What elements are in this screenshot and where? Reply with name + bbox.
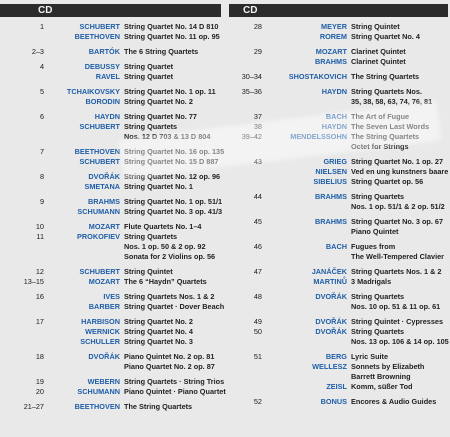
track-row (0, 352, 222, 362)
work-title (124, 267, 222, 277)
track-row (0, 267, 222, 277)
track-row (0, 47, 222, 57)
composer-name: RAVEL (95, 72, 120, 81)
work-title-line: The String Quartets (351, 72, 420, 81)
composer-name: DEBUSSY (84, 62, 120, 71)
work-title-line: Sonata for 2 Violins op. 56 (124, 252, 216, 261)
work-subtitle-line: Nos. 12 D 703 & 13 D 804 (124, 132, 211, 141)
work-title (124, 112, 222, 122)
work-title (351, 192, 449, 212)
work-title-line: String Quartet No. 14 D 810 (124, 22, 219, 31)
work-title-line: String Quartet No. 1 op. 11 (124, 87, 216, 96)
work-title (124, 317, 222, 327)
work-title (351, 177, 449, 187)
composer-name: GRIEG (323, 157, 347, 166)
work-title (351, 382, 449, 392)
work-title-line: String Quartets (351, 192, 405, 201)
composer-name: BORODIN (85, 97, 120, 106)
work-title-line: Piano Quartet No. 2 op. 87 (124, 362, 215, 371)
composer-name: BRAHMS (314, 57, 347, 66)
composer-name: DVOŘÁK (88, 352, 120, 361)
composer-name: BRAHMS (314, 217, 347, 226)
track-row (0, 302, 225, 312)
track-row (229, 177, 449, 187)
work-title-line: Clarinet Quintet (351, 47, 406, 56)
left-header-bar (0, 4, 221, 17)
right-header-bar (229, 4, 448, 17)
work-title-line: String Quartet No. 1 op. 51/1 (124, 197, 223, 206)
composer-name: HAYDN (94, 112, 120, 121)
track-row (229, 192, 449, 212)
work-title-line: String Quartet No. 1 op. 27 (351, 157, 444, 166)
composer-name: NIELSEN (315, 167, 347, 176)
work-title-line: String Quartet (124, 72, 174, 81)
track-row (0, 232, 222, 252)
composer-name: IVES (103, 292, 120, 301)
composer-name: DVOŘÁK (88, 172, 120, 181)
cd-number: 50 (253, 327, 262, 336)
work-title-line: String Quartet No. 2 (124, 97, 193, 106)
work-title-line: String Quartet No. 1 (124, 182, 193, 191)
work-title (124, 402, 222, 412)
work-subtitle-line: Nos. 1 op. 50 & 2 op. 92 (124, 242, 206, 251)
work-title-line: String Quintet (124, 267, 173, 276)
composer-name: BARTÓK (88, 47, 120, 56)
cd-number: 20 (35, 387, 44, 396)
work-title (351, 112, 449, 122)
work-title-line: String Quartet No. 3 (124, 337, 193, 346)
composer-name: SIBELIUS (313, 177, 347, 186)
composer-name: BACH (325, 242, 347, 251)
work-title (351, 267, 449, 277)
cd-number: 9 (39, 197, 44, 206)
track-row (0, 157, 222, 167)
work-title (124, 232, 222, 252)
track-row (229, 317, 449, 327)
cd-number: 17 (35, 317, 44, 326)
work-title-line: The 6 “Haydn” Quartets (124, 277, 207, 286)
work-title (351, 397, 449, 407)
work-title-line: String Quartets (351, 292, 405, 301)
cd-number: 16 (35, 292, 44, 301)
composer-name: MARTINŮ (313, 277, 347, 286)
track-row (229, 132, 449, 142)
work-title (124, 207, 222, 217)
work-title (351, 317, 449, 327)
work-title-line: String Quartet No. 4 (351, 32, 420, 41)
cd-number: 5 (39, 87, 44, 96)
work-title-line: Piano Quintet · Piano Quartet (124, 387, 226, 396)
composer-name: SCHUBERT (79, 22, 120, 31)
track-row (0, 182, 222, 192)
track-row (229, 242, 449, 262)
composer-name: WEBERN (87, 377, 120, 386)
track-row (229, 167, 449, 177)
work-title (351, 217, 449, 227)
composer-name: PROKOFIEV (77, 232, 120, 241)
track-row (229, 122, 449, 132)
cd-number: 2–3 (31, 47, 44, 56)
work-title-line: String Quartet op. 56 (351, 177, 424, 186)
work-title (124, 277, 222, 287)
work-title (124, 157, 222, 167)
track-row (0, 317, 222, 327)
track-row (229, 157, 449, 167)
cd-number: 52 (253, 397, 262, 406)
cd-number: 8 (39, 172, 44, 181)
track-row (0, 97, 222, 107)
cd-number: 11 (36, 232, 44, 241)
work-title-line: String Quartet No. 3 op. 41/3 (124, 207, 223, 216)
track-row (229, 57, 449, 67)
track-row (0, 252, 222, 262)
composer-name: HAYDN (321, 122, 347, 131)
track-row (229, 352, 449, 362)
track-row (229, 217, 449, 227)
work-subtitle-line: Nos. 1 op. 51/1 & 2 op. 51/2 (351, 202, 445, 211)
composer-name: MOZART (88, 277, 120, 286)
composer-name: DVOŘÁK (315, 327, 347, 336)
work-title-line: String Quartet (124, 62, 174, 71)
work-title (351, 122, 449, 132)
track-row (229, 112, 449, 122)
cd-number: 30–34 (241, 72, 262, 81)
composer-name: WERNICK (85, 327, 120, 336)
work-title-line: Komm, süßer Tod (351, 382, 413, 391)
work-title (351, 87, 449, 107)
cd-number: 51 (253, 352, 262, 361)
composer-name: JANÁČEK (311, 267, 347, 276)
track-row (0, 277, 222, 287)
left-column (0, 22, 226, 412)
work-title-line: Flute Quartets No. 1–4 (124, 222, 202, 231)
track-row (229, 87, 449, 107)
cd-number: 43 (253, 157, 262, 166)
work-title-line: String Quartets · String Trios (124, 377, 225, 386)
work-title-line: The 6 String Quartets (124, 47, 199, 56)
cd-number: 12 (35, 267, 44, 276)
composer-name: HAYDN (321, 87, 347, 96)
composer-name: SCHUBERT (79, 157, 120, 166)
composer-name: WELLESZ (312, 362, 347, 371)
work-title (124, 362, 222, 372)
work-title-line: String Quintet (351, 22, 400, 31)
work-title (351, 242, 449, 262)
work-title (124, 337, 222, 347)
track-row (0, 377, 225, 387)
track-row (0, 172, 222, 182)
track-row (229, 292, 449, 312)
right-column (229, 22, 449, 407)
work-title (124, 22, 222, 32)
work-title-line: String Quartets Nos. (351, 87, 422, 96)
composer-name: ROREM (319, 32, 347, 41)
work-title-line: Octet for Strings (351, 142, 409, 151)
work-title-line: String Quartet No. 4 (124, 327, 193, 336)
track-row (229, 382, 449, 392)
work-title (351, 292, 449, 312)
composer-name: HARBISON (81, 317, 120, 326)
track-row (0, 32, 222, 42)
work-title (124, 47, 222, 57)
composer-name: SCHULLER (80, 337, 120, 346)
composer-name: BONUS (320, 397, 347, 406)
work-title-line: Sonnets by Elizabeth (351, 362, 425, 371)
track-row (229, 327, 449, 347)
work-title-line: String Quartets (124, 232, 178, 241)
work-title (124, 327, 222, 337)
cd-number: 1 (39, 22, 44, 31)
work-title-line: Encores & Audio Guides (351, 397, 437, 406)
work-title-line: String Quartet · Dover Beach (124, 302, 225, 311)
work-title (124, 352, 222, 362)
track-row (229, 277, 449, 287)
work-title-line: Ved en ung kunstners baare (351, 167, 449, 176)
track-row (229, 362, 449, 382)
composer-name: MOZART (315, 47, 347, 56)
composer-name: SHOSTAKOVICH (288, 72, 347, 81)
cd-number: 10 (35, 222, 44, 231)
composer-name: TCHAIKOVSKY (66, 87, 120, 96)
work-title (351, 57, 449, 67)
composer-name: ZEISL (326, 382, 347, 391)
work-subtitle-line: Nos. 10 op. 51 & 11 op. 61 (351, 302, 441, 311)
work-title (351, 32, 449, 42)
work-title (351, 352, 449, 362)
track-row (229, 22, 449, 32)
work-title-line: String Quartet No. 77 (124, 112, 197, 121)
composer-name: BEETHOVEN (74, 147, 120, 156)
work-title (351, 72, 449, 82)
work-title (351, 227, 449, 237)
work-title (124, 87, 222, 97)
track-row (0, 87, 222, 97)
work-title-line: String Quartets (124, 122, 178, 131)
right-cd-label: CD (243, 5, 258, 16)
composer-name: BRAHMS (87, 197, 120, 206)
work-title-line: Lyric Suite (351, 352, 389, 361)
work-title (124, 222, 222, 232)
composer-name: BARBER (88, 302, 120, 311)
cd-number: 38 (253, 122, 262, 131)
work-title (351, 132, 449, 142)
work-title (351, 22, 449, 32)
track-row (0, 362, 222, 372)
track-row (0, 387, 226, 397)
work-title-line: Piano Quintet (351, 227, 399, 236)
work-title-line: Clarinet Quintet (351, 57, 406, 66)
cd-number: 19 (35, 377, 44, 386)
composer-name: SCHUBERT (79, 122, 120, 131)
work-title (124, 122, 222, 142)
work-title-line: The String Quartets (124, 402, 193, 411)
track-row (229, 47, 449, 57)
work-title-line: String Quartet No. 11 op. 95 (124, 32, 220, 41)
work-title-line: Fugues from (351, 242, 396, 251)
track-row (229, 227, 449, 237)
work-title (124, 197, 222, 207)
track-row (0, 337, 222, 347)
work-title (351, 47, 449, 57)
work-title (124, 147, 224, 157)
composer-name: SCHUBERT (79, 267, 120, 276)
track-row (0, 72, 222, 82)
track-row (0, 402, 222, 412)
composer-name: SCHUMANN (77, 387, 120, 396)
work-title (124, 97, 222, 107)
cd-number: 37 (253, 112, 262, 121)
composer-name: SMETANA (84, 182, 120, 191)
cd-number: 46 (253, 242, 262, 251)
work-title-line: String Quartet No. 3 op. 67 (351, 217, 444, 226)
work-subtitle-line: Barrett Browning (351, 372, 411, 381)
work-title (124, 292, 222, 302)
track-row (0, 22, 222, 32)
composer-name: MENDELSSOHN (290, 132, 347, 141)
work-title-line: The Art of Fugue (351, 112, 410, 121)
cd-number: 35–36 (241, 87, 262, 96)
cd-number: 21–27 (23, 402, 44, 411)
work-title (124, 252, 222, 262)
track-row (0, 222, 222, 232)
work-title (124, 62, 222, 72)
cd-number: 13–15 (23, 277, 44, 286)
composer-name: MOZART (88, 222, 120, 231)
track-row (0, 62, 222, 72)
work-title (351, 157, 449, 167)
work-title (351, 142, 449, 152)
cd-number: 39–42 (241, 132, 262, 141)
work-title (351, 277, 449, 287)
composer-name: BERG (325, 352, 347, 361)
work-title (124, 377, 224, 387)
composer-name: BRAHMS (314, 192, 347, 201)
work-title-line: String Quartet No. 16 op. 135 (124, 147, 225, 156)
work-subtitle-line: The Well-Tempered Clavier (351, 252, 444, 261)
track-row (229, 397, 449, 407)
cd-number: 28 (253, 22, 262, 31)
track-row (229, 32, 449, 42)
track-row (229, 72, 449, 82)
work-title (124, 172, 222, 182)
cd-number: 7 (39, 147, 44, 156)
work-title (124, 182, 222, 192)
cd-number: 18 (35, 352, 44, 361)
cd-number: 44 (253, 192, 262, 201)
work-subtitle-line: 35, 38, 58, 63, 74, 76, 81 (351, 97, 433, 106)
work-title (124, 32, 222, 42)
cd-number: 49 (253, 317, 262, 326)
work-title (124, 302, 224, 312)
composer-name: SCHUMANN (77, 207, 120, 216)
cd-number: 29 (253, 47, 262, 56)
work-title-line: String Quintet · Cypresses (351, 317, 444, 326)
work-title-line: String Quartets (351, 327, 405, 336)
work-subtitle-line: Nos. 13 op. 106 & 14 op. 105 (351, 337, 449, 346)
work-title-line: The String Quartets (351, 132, 420, 141)
work-title-line: String Quartet No. 2 (124, 317, 193, 326)
track-row (0, 112, 222, 122)
track-row (0, 327, 222, 337)
composer-name: BEETHOVEN (74, 32, 120, 41)
track-row (229, 267, 449, 277)
track-row (0, 197, 222, 207)
work-title-line: String Quartets Nos. 1 & 2 (124, 292, 215, 301)
cd-number: 6 (39, 112, 44, 121)
work-title-line: String Quartets Nos. 1 & 2 (351, 267, 442, 276)
work-title-line: String Quartet No. 15 D 887 (124, 157, 219, 166)
composer-name: MEYER (321, 22, 347, 31)
composer-name: DVOŘÁK (315, 292, 347, 301)
work-title-line: Piano Quintet No. 2 op. 81 (124, 352, 215, 361)
work-title-line: The Seven Last Words (351, 122, 430, 131)
cd-number: 4 (39, 62, 44, 71)
cd-number: 45 (253, 217, 262, 226)
left-cd-label: CD (38, 5, 53, 16)
composer-name: DVOŘÁK (315, 317, 347, 326)
work-title (351, 327, 449, 347)
track-row (0, 207, 222, 217)
track-row (0, 147, 225, 157)
track-row (229, 142, 449, 152)
composer-name: BEETHOVEN (74, 402, 120, 411)
work-title (124, 72, 222, 82)
work-title-line: String Quartet No. 12 op. 96 (124, 172, 221, 181)
cd-number: 47 (253, 267, 262, 276)
track-row (0, 292, 222, 302)
work-title (351, 362, 449, 382)
composer-name: BACH (325, 112, 347, 121)
track-row (0, 122, 222, 142)
work-title (351, 167, 449, 177)
work-title (124, 387, 226, 397)
cd-number: 48 (253, 292, 262, 301)
work-title-line: 3 Madrigals (351, 277, 392, 286)
